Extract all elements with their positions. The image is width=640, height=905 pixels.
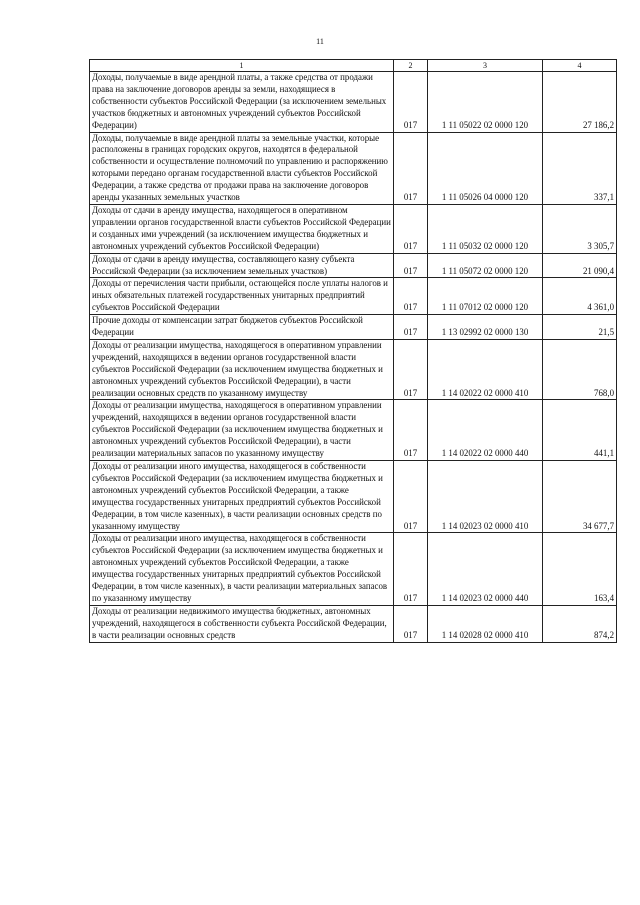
admin-code: 017 <box>394 315 428 340</box>
budget-classification-code: 1 14 02023 02 0000 440 <box>428 533 543 605</box>
column-header-3: 3 <box>428 60 543 72</box>
amount: 874,2 <box>543 605 617 642</box>
revenue-name: Доходы от реализации недвижимого имущества бюджетных, автономных учреждений, находящегося в собственности субъекта Российской Федерации, в части реализации основных средств <box>90 605 394 642</box>
table-row <box>90 315 617 340</box>
admin-code: 017 <box>394 339 428 400</box>
admin-code: 017 <box>394 72 428 133</box>
revenue-name: Доходы от перечисления части прибыли, остающейся после уплаты налогов и иных обязательных платежей государственных унитарных предприятий субъектов Российской Федерации <box>90 278 394 315</box>
admin-code: 017 <box>394 204 428 253</box>
budget-classification-code: 1 14 02023 02 0000 410 <box>428 461 543 533</box>
amount: 163,4 <box>543 533 617 605</box>
budget-classification-code: 1 11 05072 02 0000 120 <box>428 253 543 278</box>
amount: 21 090,4 <box>543 253 617 278</box>
admin-code: 017 <box>394 400 428 461</box>
table-row <box>90 204 617 253</box>
budget-classification-code: 1 11 05026 04 0000 120 <box>428 132 543 204</box>
budget-classification-code: 1 11 05022 02 0000 120 <box>428 72 543 133</box>
table-row <box>90 132 617 204</box>
admin-code: 017 <box>394 132 428 204</box>
admin-code: 017 <box>394 253 428 278</box>
column-header-2: 2 <box>394 60 428 72</box>
amount: 3 305,7 <box>543 204 617 253</box>
revenue-name: Доходы от реализации иного имущества, находящегося в собственности субъектов Российской Федерации (за исключением имущества бюджетных и автономных учреждений субъектов Российской Федерации, а также имущества государственных унитарных предприятий субъектов Российской Федерации, в том числе казенных), в части реализации основных средств по указанному имуществу <box>90 461 394 533</box>
table-row <box>90 253 617 278</box>
amount: 441,1 <box>543 400 617 461</box>
table-row <box>90 400 617 461</box>
amount: 27 186,2 <box>543 72 617 133</box>
revenue-name: Доходы от реализации имущества, находящегося в оперативном управлении учреждений, находящихся в ведении органов государственной власти субъектов Российской Федерации (за исключением имущества бюджетных и автономных учреждений субъектов Российской Федерации), в части реализации материальных запасов по указанному имуществу <box>90 400 394 461</box>
table-row <box>90 72 617 133</box>
admin-code: 017 <box>394 533 428 605</box>
admin-code: 017 <box>394 605 428 642</box>
revenue-name: Доходы от реализации иного имущества, находящегося в собственности субъектов Российской Федерации (за исключением имущества бюджетных и автономных учреждений субъектов Российской Федерации, а также имущества государственных унитарных предприятий субъектов Российской Федерации, в том числе казенных), в части реализации материальных запасов по указанному имуществу <box>90 533 394 605</box>
revenue-name: Доходы от сдачи в аренду имущества, находящегося в оперативном управлении органов государственной власти субъектов Российской Федерации и созданных ими учреждений (за исключением имущества бюджетных и автономных учреждений субъектов Российской Федерации) <box>90 204 394 253</box>
budget-classification-code: 1 14 02022 02 0000 410 <box>428 339 543 400</box>
amount: 21,5 <box>543 315 617 340</box>
table-row <box>90 461 617 533</box>
amount: 768,0 <box>543 339 617 400</box>
revenue-name: Прочие доходы от компенсации затрат бюджетов субъектов Российской Федерации <box>90 315 394 340</box>
revenue-name: Доходы от сдачи в аренду имущества, составляющего казну субъекта Российской Федерации (за исключением земельных участков) <box>90 253 394 278</box>
table-row <box>90 278 617 315</box>
table-row <box>90 533 617 605</box>
page-number: 11 <box>316 37 324 46</box>
budget-classification-code: 1 14 02028 02 0000 410 <box>428 605 543 642</box>
budget-classification-code: 1 14 02022 02 0000 440 <box>428 400 543 461</box>
budget-classification-code: 1 13 02992 02 0000 130 <box>428 315 543 340</box>
column-header-1: 1 <box>90 60 394 72</box>
budget-classification-code: 1 11 05032 02 0000 120 <box>428 204 543 253</box>
admin-code: 017 <box>394 461 428 533</box>
admin-code: 017 <box>394 278 428 315</box>
revenue-name: Доходы, получаемые в виде арендной платы за земельные участки, которые расположены в границах городских округов, находятся в федеральной собственности и осуществление полномочий по управлению и распоряжению которыми передано органам государственной власти субъектов Российской Федерации, а также средства от продажи права на заключение договоров аренды указанных земельных участков <box>90 132 394 204</box>
revenue-table <box>89 59 617 643</box>
table-row <box>90 605 617 642</box>
table-row <box>90 339 617 400</box>
amount: 4 361,0 <box>543 278 617 315</box>
amount: 337,1 <box>543 132 617 204</box>
revenue-name: Доходы от реализации имущества, находящегося в оперативном управлении учреждений, находящихся в ведении органов государственной власти субъектов Российской Федерации (за исключением имущества бюджетных и автономных учреждений субъектов Российской Федерации), в части реализации основных средств по указанному имуществу <box>90 339 394 400</box>
revenue-name: Доходы, получаемые в виде арендной платы, а также средства от продажи права на заключение договоров аренды за земли, находящиеся в собственности субъектов Российской Федерации (за исключением земельных участков бюджетных и автономных учреждений субъектов Российской Федерации) <box>90 72 394 133</box>
column-header-4: 4 <box>543 60 617 72</box>
amount: 34 677,7 <box>543 461 617 533</box>
table-header-row <box>90 60 617 72</box>
budget-classification-code: 1 11 07012 02 0000 120 <box>428 278 543 315</box>
